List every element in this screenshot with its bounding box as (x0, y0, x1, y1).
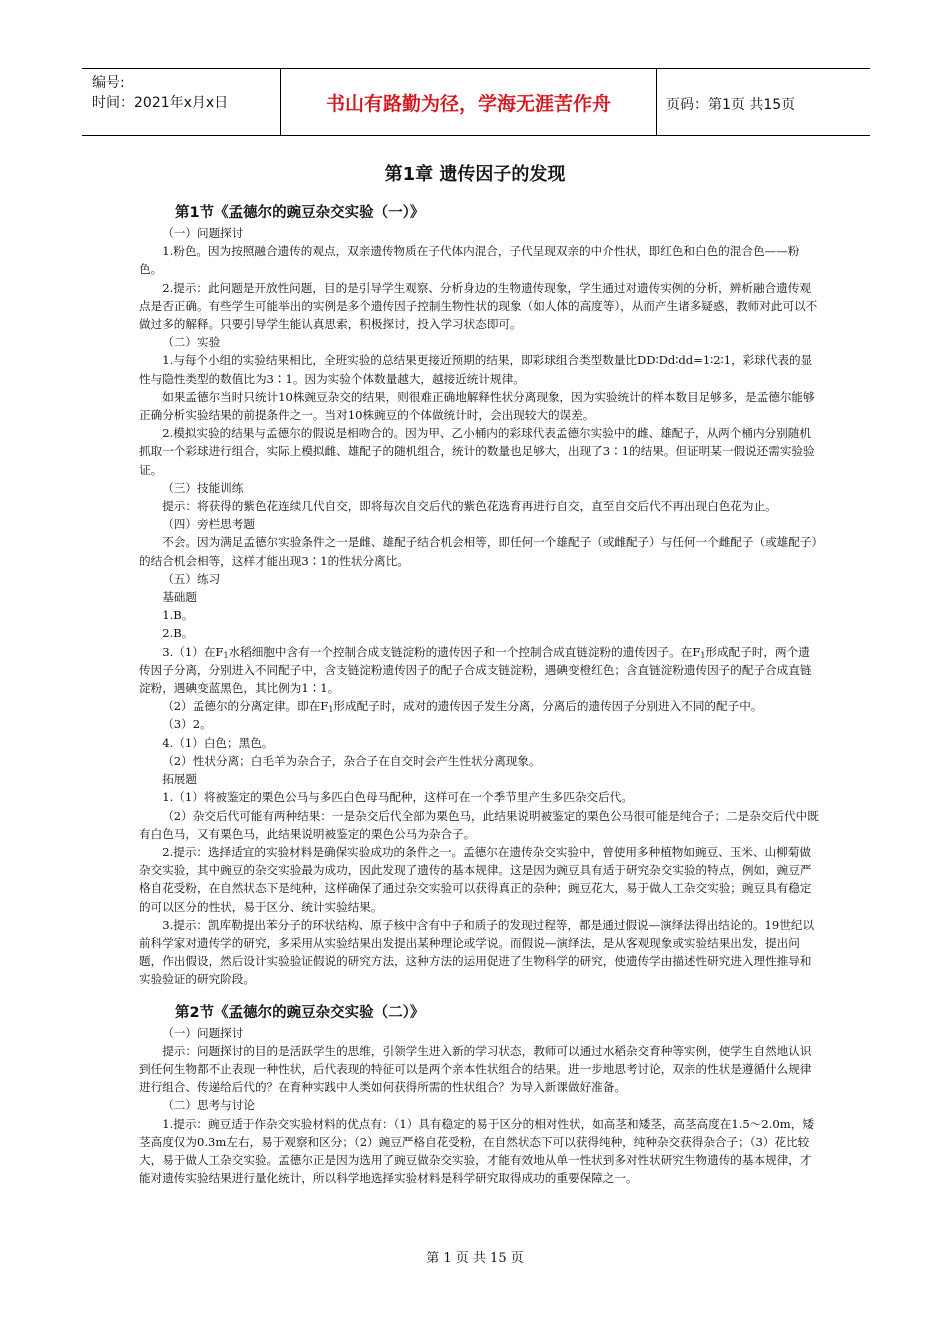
paragraph: 1.B。 (162, 608, 194, 623)
chapter-title: 第1章 遗传因子的发现 (384, 164, 566, 185)
document-date-label: 时间：2021年x月x日 (92, 95, 229, 111)
paragraph: （2）性状分离；白毛羊为杂合子，杂合子在自交时会产生性状分离现象。 (162, 753, 541, 768)
paragraph: （五）练习 (162, 571, 221, 586)
paragraph: （二）实验 (162, 335, 221, 350)
header-page-info: 页码：第1页 共15页 (666, 97, 796, 113)
paragraph: 如果孟德尔当时只统计10株豌豆杂交的结果，则很难正确地解释性状分离现象，因为实验统计的样本数目足够多，是孟德尔能够正确分析实验结果的前提条件之一。当对10株豌豆的个体做统计时，会出现较大的误差。 (139, 389, 815, 423)
paragraph: 拓展题 (162, 772, 197, 787)
section-title: 第2节《孟德尔的豌豆杂交实验（二）》 (175, 1004, 425, 1021)
paragraph: （2）杂交后代可能有两种结果：一是杂交后代全部为栗色马，此结果说明被鉴定的栗色公马很可能是纯合子；二是杂交后代中既有白色马，又有栗色马，此结果说明被鉴定的栗色公马为杂合子。 (139, 808, 819, 841)
document-number-label: 编号: (92, 75, 125, 91)
paragraph: （二）思考与讨论 (162, 1098, 255, 1113)
header-meta (92, 73, 228, 113)
paragraph: 3.（1）在$F_1$水稻细胞中含有一个控制合成支链淀粉的遗传因子和一个控制合成直链淀粉的遗传因子。在$F_1$形成配子时，两个遗传因子分离，分别进入不同配子中，含支链淀粉遗传因子的配子合成支链淀粉，遇碘变橙红色；含直链淀粉遗传因子的配子合成直链淀粉，遇碘变蓝黑色，其比例为1∶1。 (139, 644, 812, 696)
paragraph: 不会。因为满足孟德尔实验条件之一是雌、雄配子结合机会相等，即任何一个雄配子（或雌配子）与任何一个雌配子（或雄配子）的结合机会相等，这样才能出现3∶1的性状分离比。 (139, 535, 818, 568)
paragraph: （一）问题探讨 (162, 1025, 244, 1040)
page-header (82, 68, 870, 136)
paragraph: 1.（1）将被鉴定的栗色公马与多匹白色母马配种，这样可在一个季节里产生多匹杂交后代。 (162, 790, 633, 805)
paragraph: 2.模拟实验的结果与孟德尔的假说是相吻合的。因为甲、乙小桶内的彩球代表孟德尔实验中的雌、雄配子，从两个桶内分别随机抓取一个彩球进行组合，实际上模拟雌、雄配子的随机组合，统计的数量也足够大，出现了3∶1的结果。但证明某一假说还需实验验证。 (139, 426, 815, 477)
paragraph: 提示：问题探讨的目的是活跃学生的思维，引领学生进入新的学习状态，教师可以通过水稻杂交育种等实例，使学生自然地认识到任何生物都不止表现一种性状，后代表现的特征可以是两个亲本性状组合的结果。进一步地思考讨论，双亲的性状是遵循什么规律进行组合、传递给后代的？在育种实践中人类如何获得所需的性状组合？为导入新课做好准备。 (139, 1043, 812, 1095)
paragraph: 2.提示：选择适宜的实验材料是确保实验成功的条件之一。孟德尔在遗传杂交实验中，曾使用多种植物如豌豆、玉米、山柳菊做杂交实验，其中豌豆的杂交实验最为成功，因此发现了遗传的基本规律。这是因为豌豆具有适于研究杂交实验的特点，例如，豌豆严格自花受粉，在自然状态下是纯种，这样确保了通过杂交实验可以获得真正的杂种；豌豆花大，易于做人工杂交实验；豌豆具有稳定的可以区分的性状，易于区分、统计实验结果。 (139, 844, 812, 914)
paragraph: 2.B。 (162, 626, 194, 641)
section-title: 第1节《孟德尔的豌豆杂交实验（一）》 (175, 205, 425, 221)
header-divider (656, 69, 657, 135)
paragraph: （一）问题探讨 (162, 226, 244, 240)
paragraph: （3）2。 (162, 717, 212, 732)
paragraph: 1.与每个小组的实验结果相比，全班实验的总结果更接近预期的结果，即彩球组合类型数量比DD∶Dd∶dd=1∶2∶1，彩球代表的显性与隐性类型的数值比为3∶1。因为实验个体数量越大，越接近统计规律。 (139, 353, 813, 386)
paragraph: 2.提示：此问题是开放性问题，目的是引导学生观察、分析身边的生物遗传现象，学生通过对遗传实例的分析，辨析融合遗传观点是否正确。有些学生可能举出的实例是多个遗传因子控制生物性状的现象（如人体的高度等），从而产生诸多疑惑，教师对此可以不做过多的解释。只要引导学生能认真思索，积极探讨，投入学习状态即可。 (139, 280, 818, 332)
paragraph: 3.提示：凯库勒提出苯分子的环状结构、原子核中含有中子和质子的发现过程等，都是通过假说—演绎法得出结论的。19世纪以前科学家对遗传学的研究，多采用从实验结果出发提出某种理论或学说。而假说—演绎法，是从客观现象或实验结果出发，提出问题，作出假设，然后设计实验验证假说的研究方法，这种方法的运用促进了生物科学的研究，使遗传学由描述性研究进入理性推导和实验验证的研究阶段。 (139, 917, 815, 987)
paragraph: （三）技能训练 (162, 480, 244, 495)
paragraph: （四）旁栏思考题 (162, 517, 255, 532)
page-footer: 第 1 页 共 15 页 (426, 1251, 524, 1266)
paragraph: 提示：将获得的紫色花连续几代自交，即将每次自交后代的紫色花选育再进行自交，直至自交后代不再出现白色花为止。 (162, 499, 777, 514)
header-motto: 书山有路勤为径，学海无涯苦作舟 (325, 93, 611, 115)
paragraph: 基础题 (162, 590, 197, 605)
paragraph: 1.粉色。因为按照融合遗传的观点，双亲遗传物质在子代体内混合，子代呈现双亲的中介性状，即红色和白色的混合色——粉色。 (139, 244, 800, 277)
paragraph: 4.（1）白色；黑色。 (162, 735, 274, 750)
paragraph: 1.提示：豌豆适于作杂交实验材料的优点有：（1）具有稳定的易于区分的相对性状，如高茎和矮茎，高茎高度在1.5～2.0m，矮茎高度仅为0.3m左右，易于观察和区分；（2）豌豆严格自花受粉，在自然状态下可以获得纯种，纯种杂交获得杂合子；（3）花比较大，易于做人工杂交实验。孟德尔正是因为选用了豌豆做杂交实验，才能有效地从单一性状到多对性状研究生物遗传的基本规律，才能对遗传实验结果进行量化统计，所以科学地选择实验材料是科学研究取得成功的重要保障之一。 (139, 1116, 814, 1186)
paragraph: （2）孟德尔的分离定律。即在$F_1$形成配子时，成对的遗传因子发生分离，分离后的遗传因子分别进入不同的配子中。 (162, 699, 763, 715)
document-body (139, 203, 819, 1187)
